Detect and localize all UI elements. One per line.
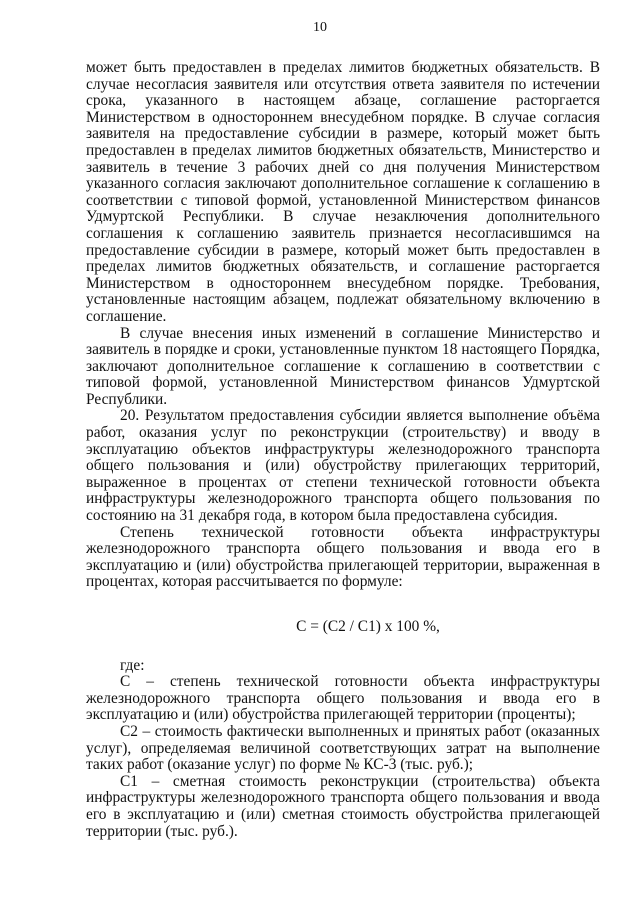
where-label: где: [120,656,145,674]
page-number: 10 [313,20,327,35]
document-body [86,60,600,840]
formula: C = (C2 / C1) x 100 %, [296,618,440,635]
definition-c: C – степень технической готовности объекта инфраструктуры железнодорожного транспорта общего пользования и ввода его в эксплуатацию и (или) обустройства прилегающей территории (проценты); [86,673,600,724]
paragraph-result-20: 20. Результатом предоставления субсидии является выполнение объёма работ, оказания услуг по реконструкции (строительству) и вводу в эксплуатацию объектов инфраструктуры железнодорожного транспорта общего пользования и (или) обустройству прилегающих территорий, выраженное в процентах от степени технической готовности объекта инфраструктуры железнодорожного транспорта общего пользования по состоянию на 31 декабря года, в котором была предоставлена субсидия. [86,407,600,525]
paragraph-other-changes: В случае внесения иных изменений в соглашение Министерство и заявитель в порядке и сроки, установленные пунктом 18 настоящего Порядка, заключают дополнительное соглашение к соглашению в соответствии с типовой формой, установленной Министерством финансов Удмуртской Республики. [86,324,600,408]
definition-c1: C1 – сметная стоимость реконструкции (строительства) объекта инфраструктуры железнодорожного транспорта общего пользования и ввода его в эксплуатацию и (или) сметная стоимость обустройства прилегающей территории (тыс. руб.). [86,772,600,840]
paragraph-subsidy-limit: может быть предоставлен в пределах лимитов бюджетных обязательств. В случае несогласия заявителя или отсутствия ответа заявителя по истечении срока, указанного в настоящем абзаце, соглашение расторгается Министерством в одностороннем внесудебном порядке. В случае согласия заявителя на предоставление субсидии в размере, который может быть предоставлен в пределах лимитов бюджетных обязательств, Министерство и заявитель в течение 3 рабочих дней со дня получения Министерством указанного согласия заключают дополнительное соглашение к соглашению в соответствии с типовой формой, установленной Министерством финансов Удмуртской Республики. В случае незаключения дополнительного соглашения к соглашению заявитель признается несогласившимся на предоставление субсидии в размере, который может быть предоставлен в пределах лимитов бюджетных обязательств, и соглашение расторгается Министерством в одностороннем внесудебном порядке. Требования, установленные настоящим абзацем, подлежат обязательному включению в соглашение. [86,59,600,325]
paragraph-readiness-degree: Степень технической готовности объекта инфраструктуры железнодорожного транспорта общего пользования и ввода его в эксплуатацию и (или) обустройства прилегающей территории, выраженная в процентах, которая рассчитывается по формуле: [86,523,600,591]
definition-c2: C2 – стоимость фактически выполненных и принятых работ (оказанных услуг), определяемая величиной соответствующих затрат на выполнение таких работ (оказание услуг) по форме № КС-3 (тыс. руб.); [86,722,600,774]
